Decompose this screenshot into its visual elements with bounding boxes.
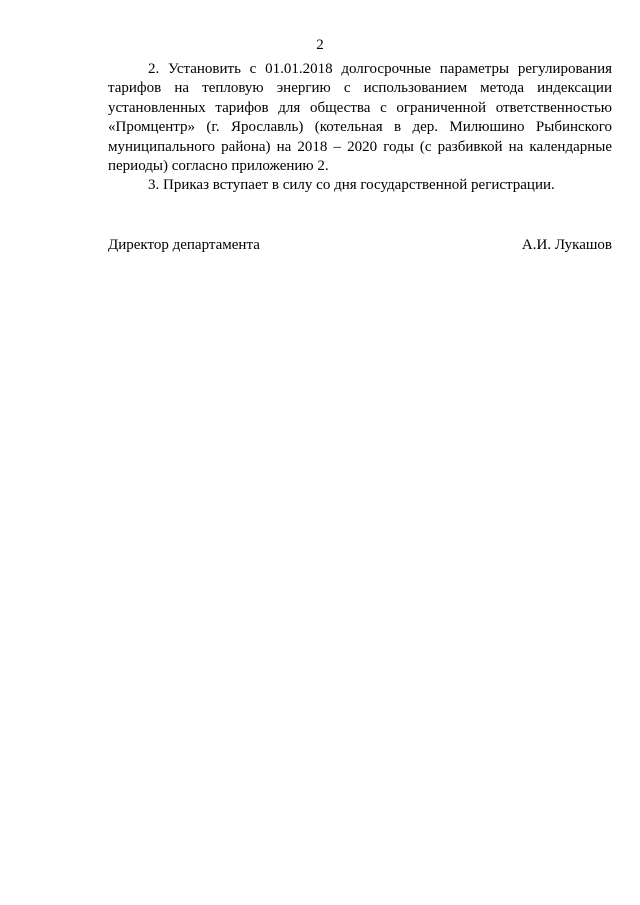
paragraph-3: 3. Приказ вступает в силу со дня государственной регистрации. — [148, 177, 555, 194]
page-number: 2 — [316, 37, 324, 53]
signature-block — [108, 236, 612, 255]
signatory-name: А.И. Лукашов — [521, 237, 612, 253]
signatory-position: Директор департамента — [108, 237, 260, 253]
order-body — [108, 60, 612, 196]
paragraph-2: 2. Установить с 01.01.2018 долгосрочные параметры регулирования тарифов на тепловую энергию с использованием метода индексации установленных тарифов для общества с ограниченной ответственностью «Промцентр» (г. Ярославль) (котельная в дер. Милюшино Рыбинского муниципального района) на 2018 – 2020 годы (с разбивкой на календарные периоды) согласно приложению 2. — [108, 61, 612, 175]
